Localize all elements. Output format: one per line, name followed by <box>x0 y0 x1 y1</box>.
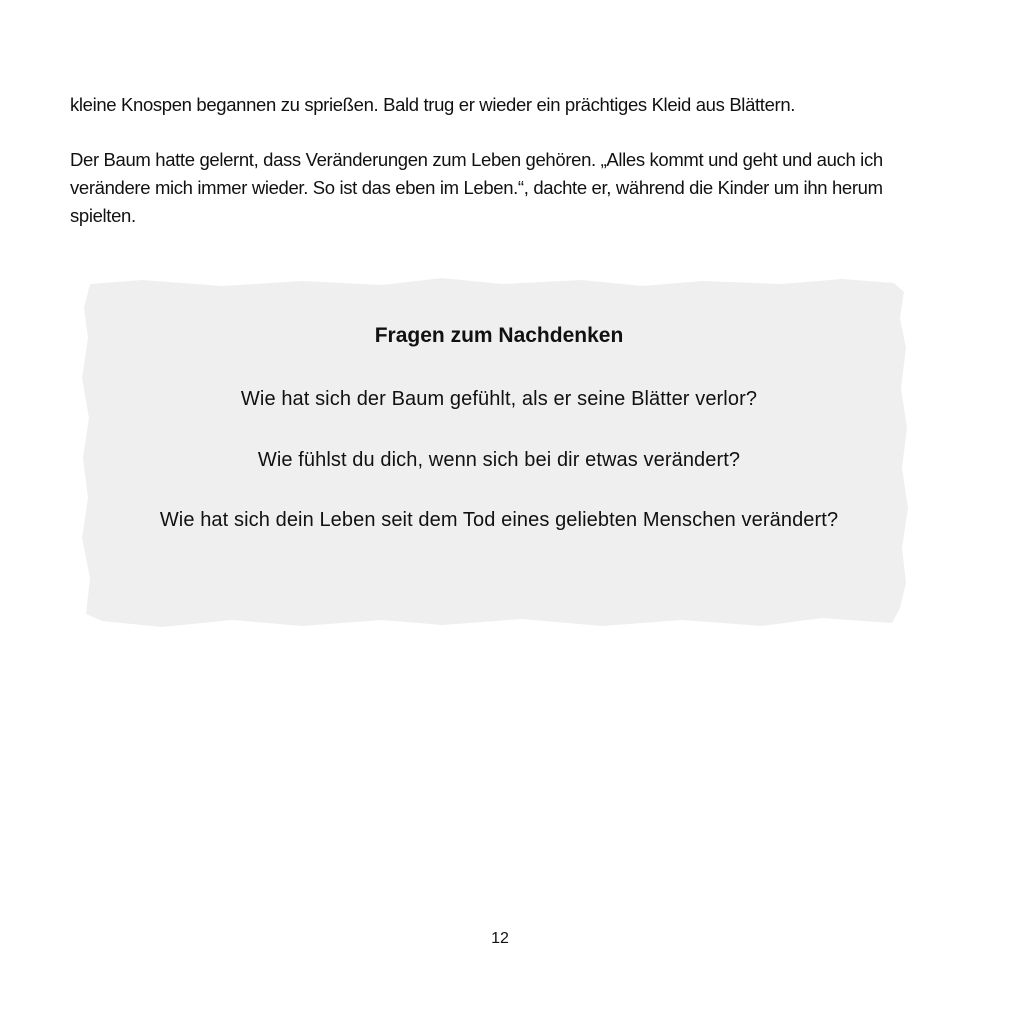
paragraph: kleine Knospen begannen zu sprießen. Bald trug er wieder ein prächtiges Kleid aus Blättern. <box>70 94 796 115</box>
question: Wie hat sich dein Leben seit dem Tod eines geliebten Menschen verändert? <box>159 509 839 531</box>
page-number: 12 <box>491 930 509 947</box>
box-title: Fragen zum Nachdenken <box>374 324 624 347</box>
question: Wie hat sich der Baum gefühlt, als er seine Blätter verlor? <box>240 388 758 410</box>
reflection-questions-box <box>82 278 906 628</box>
paragraph: Der Baum hatte gelernt, dass Veränderungen zum Leben gehören. „Alles kommt und geht und auch ich verändere mich immer wieder. So ist das eben im Leben.“, dachte er, während die Kinder um ihn herum spielten. <box>70 149 883 226</box>
question: Wie fühlst du dich, wenn sich bei dir etwas verändert? <box>257 449 741 471</box>
